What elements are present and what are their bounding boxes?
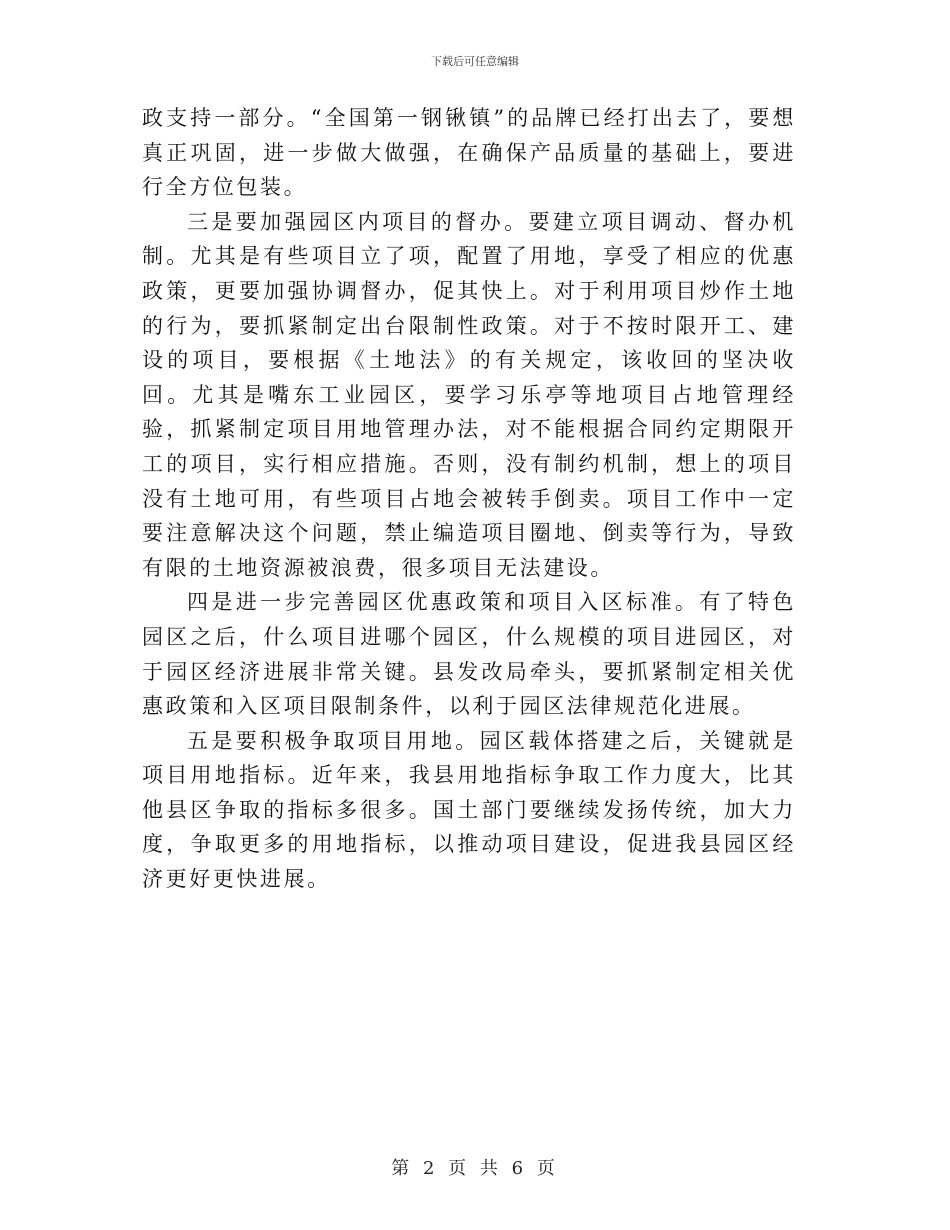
page-number: 第 2 页 共 6 页	[391, 1158, 559, 1179]
page-header: 下载后可任意编辑	[431, 55, 519, 68]
document-body	[142, 101, 796, 897]
paragraph-continuation: 政支持一部分。“全国第一钢锹镇”的品牌已经打出去了，要想真正巩固，进一步做大做强，在确保产品质量的基础上，要进行全方位包装。	[142, 106, 796, 200]
paragraph-item-three: 三是要加强园区内项目的督办。要建立项目调动、督办机制。尤其是有些项目立了项，配置了用地，享受了相应的优惠政策，更要加强协调督办，促其快上。对于利用项目炒作土地的行为，要抓紧制定出台限制性政策。对于不按时限开工、建设的项目，要根据《土地法》的有关规定，该收回的坚决收回。尤其是嘴东工业园区，要学习乐亭等地项目占地管理经验，抓紧制定项目用地管理办法，对不能根据合同约定期限开工的项目，实行相应措施。否则，没有制约机制，想上的项目没有土地可用，有些项目占地会被转手倒卖。项目工作中一定要注意解决这个问题，禁止编造项目圈地、倒卖等行为，导致有限的土地资源被浪费，很多项目无法建设。	[142, 209, 796, 580]
paragraph-item-four: 四是进一步完善园区优惠政策和项目入区标准。有了特色园区之后，什么项目进哪个园区，什么规模的项目进园区，对于园区经济进展非常关键。县发改局牵头，要抓紧制定相关优惠政策和入区项目限制条件，以利于园区法律规范化进展。	[142, 590, 796, 719]
paragraph-item-five: 五是要积极争取项目用地。园区载体搭建之后，关键就是项目用地指标。近年来，我县用地指标争取工作力度大，比其他县区争取的指标多很多。国土部门要继续发扬传统，加大力度，争取更多的用地指标，以推动项目建设，促进我县园区经济更好更快进展。	[142, 728, 796, 892]
